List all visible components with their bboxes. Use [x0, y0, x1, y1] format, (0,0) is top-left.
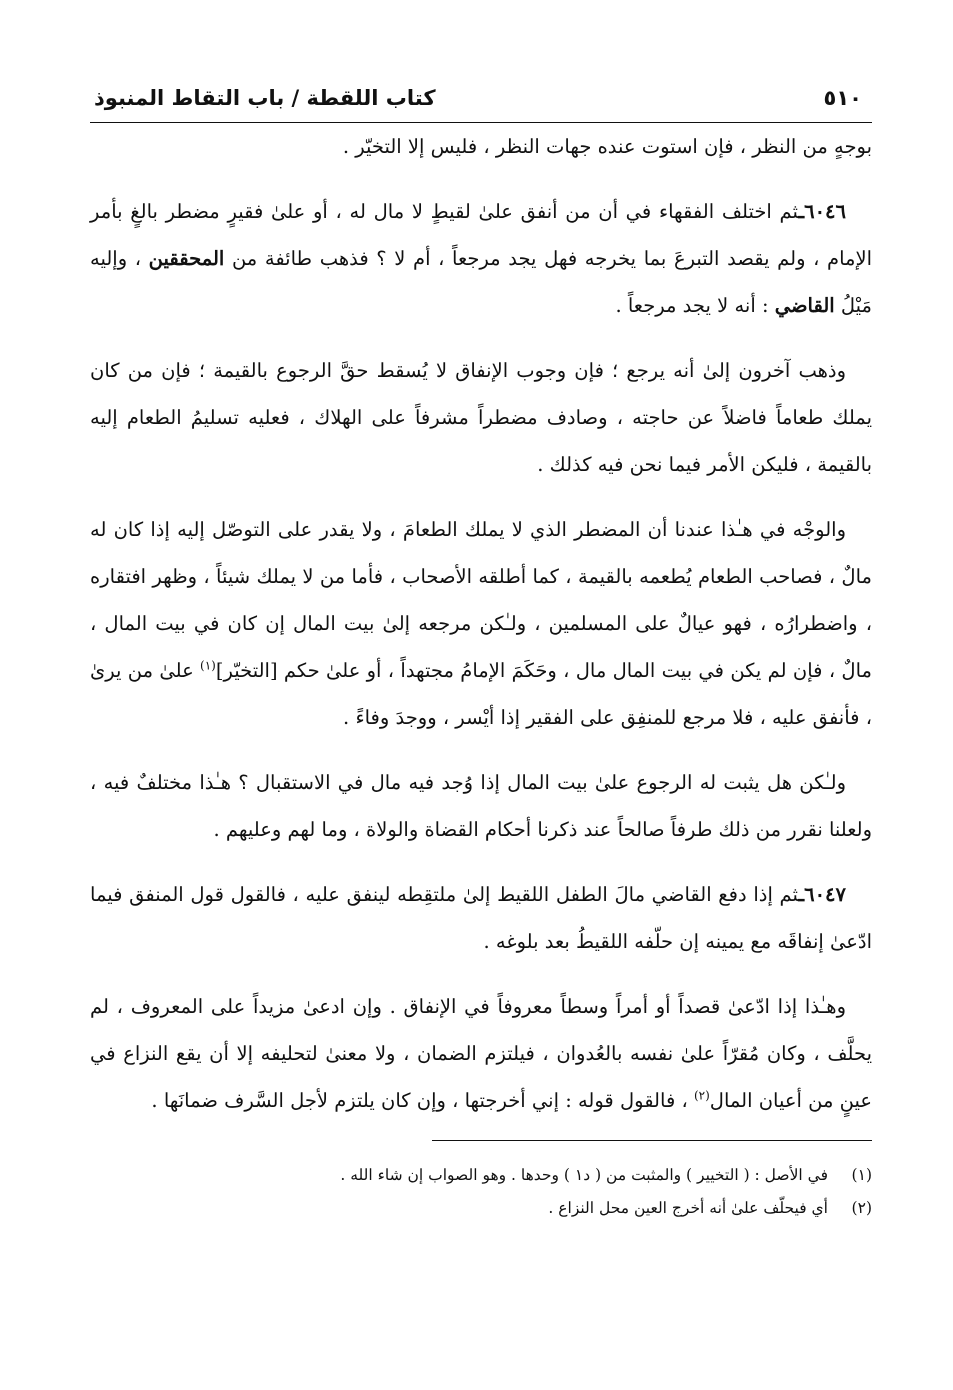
- footnote-mark: (٢): [851, 1199, 872, 1217]
- running-header: [90, 80, 872, 123]
- paragraph: والوجْه في هـٰذا عندنا أن المضطر الذي لا يملك الطعامَ ، ولا يقدر على التوصّل إليه إذا كان له مالٌ ، فصاحب الطعام يُطعمه بالقيمة ، كما أطلقه الأصحاب ، فأما من لا يملك شيئاً ، وظهر افتقاره ، واضطرارُه ، فهو عيالٌ على المسلمين ، ولـٰكن مرجعه إلىٰ بيت المال إن كان في بيت المال ، مالٌ ، فإن لم يكن في بيت المال مال ، وحَكَمَ الإمامُ مجتهداً ، أو علىٰ حكم [التخيّر]$^{(١)}$ علىٰ من يرىٰ ، فأنفق عليه ، فلا مرجع للمنفِق على الفقير إذا أيْسر ، ووجدَ وفاءً .: [90, 518, 872, 729]
- footnote: [90, 1159, 872, 1192]
- footnote-text: في الأصل : ( التخيير ) والمثبت من ( د١ ) وحدها . وهو الصواب إن شاء الله .: [340, 1166, 828, 1184]
- paragraph-number: ٦٠٤٧ـ: [798, 883, 846, 906]
- footnote: [90, 1192, 872, 1225]
- footnote-separator: [432, 1140, 872, 1141]
- book-page: [90, 80, 872, 1225]
- running-title: كتاب اللقطة / باب التقاط المنبوذ: [88, 86, 442, 110]
- body-text: [90, 123, 872, 1124]
- footnotes: [90, 1159, 872, 1225]
- paragraph-number: ٦٠٤٦ـ: [798, 200, 846, 223]
- paragraph-continuation: بوجهٍ من النظر ، فإن استوت عنده جهات النظر ، فليس إلا التخيّر .: [342, 135, 872, 158]
- paragraph: وذهب آخرون إلىٰ أنه يرجع ؛ فإن وجوب الإنفاق لا يُسقط حقَّ الرجوع بالقيمة ؛ فإن من كان يملك طعاماً فاضلاً عن حاجته ، وصادف مضطراً مشرفاً على الهلاك ، فعليه تسليمُ الطعام إليه بالقيمة ، فليكن الأمر فيما نحن فيه كذلك .: [90, 359, 872, 476]
- bold-term: القاضي: [774, 294, 835, 317]
- paragraph: وهـٰذا إذا ادّعىٰ قصداً أو أمراً وسطاً معروفاً في الإنفاق . وإن ادعىٰ مزيداً على المعروف ، لم يحلَّف ، وكان مُقرّاً علىٰ نفسه بالعُدوان ، فيلتزم الضمان ، ولا معنىٰ لتحليفه إلا أن يقع النزاع في عينٍ من أعيان المال$^{(٢)}$ ، فالقول قوله : إني أخرجتها ، وإن كان يلتزم لأجل السَّرف ضمانَها .: [90, 995, 872, 1112]
- paragraph-6046: ٦٠٤٦ـثم اختلف الفقهاء في أن من أنفق علىٰ لقيطٍ لا مال له ، أو علىٰ فقيرٍ مضطر بالغٍ بأمر الإمام ، ولم يقصد التبرعَ بما يخرجه فهل يجد مرجعاً ، أم لا ؟ فذهب طائفة من المحققين ، وإليه مَيْلُ القاضي : أنه لا يجد مرجعاً .: [90, 200, 873, 317]
- footnote-ref[interactable]: (١): [200, 658, 216, 673]
- paragraph-6047: ٦٠٤٧ـثم إذا دفع القاضي مالَ الطفل اللقيط إلىٰ ملتقِطه لينفق عليه ، فالقول قول المنفق فيما ادّعىٰ إنفاقَه مع يمينه إن حلّفه اللقيطُ بعد بلوغه .: [90, 883, 872, 953]
- footnote-separator-wrap: [90, 1124, 872, 1141]
- footnote-text: أي فيحلّف علىٰ أنه أخرج العين محل النزاع .: [548, 1199, 828, 1217]
- paragraph: ولـٰكن هل يثبت له الرجوع علىٰ بيت المال إذا وُجد فيه مال في الاستقبال ؟ هـٰذا مختلفٌ فيه ، ولعلنا نقرر من ذلك طرفاً صالحاً عند ذكرنا أحكام القضاة والولاة ، وما لهم وعليهم .: [90, 771, 872, 841]
- footnote-mark: (١): [851, 1166, 872, 1184]
- footnote-ref[interactable]: (٢): [693, 1088, 710, 1103]
- page-number: ٥١٠: [818, 86, 868, 110]
- bold-term: المحققين: [148, 247, 225, 270]
